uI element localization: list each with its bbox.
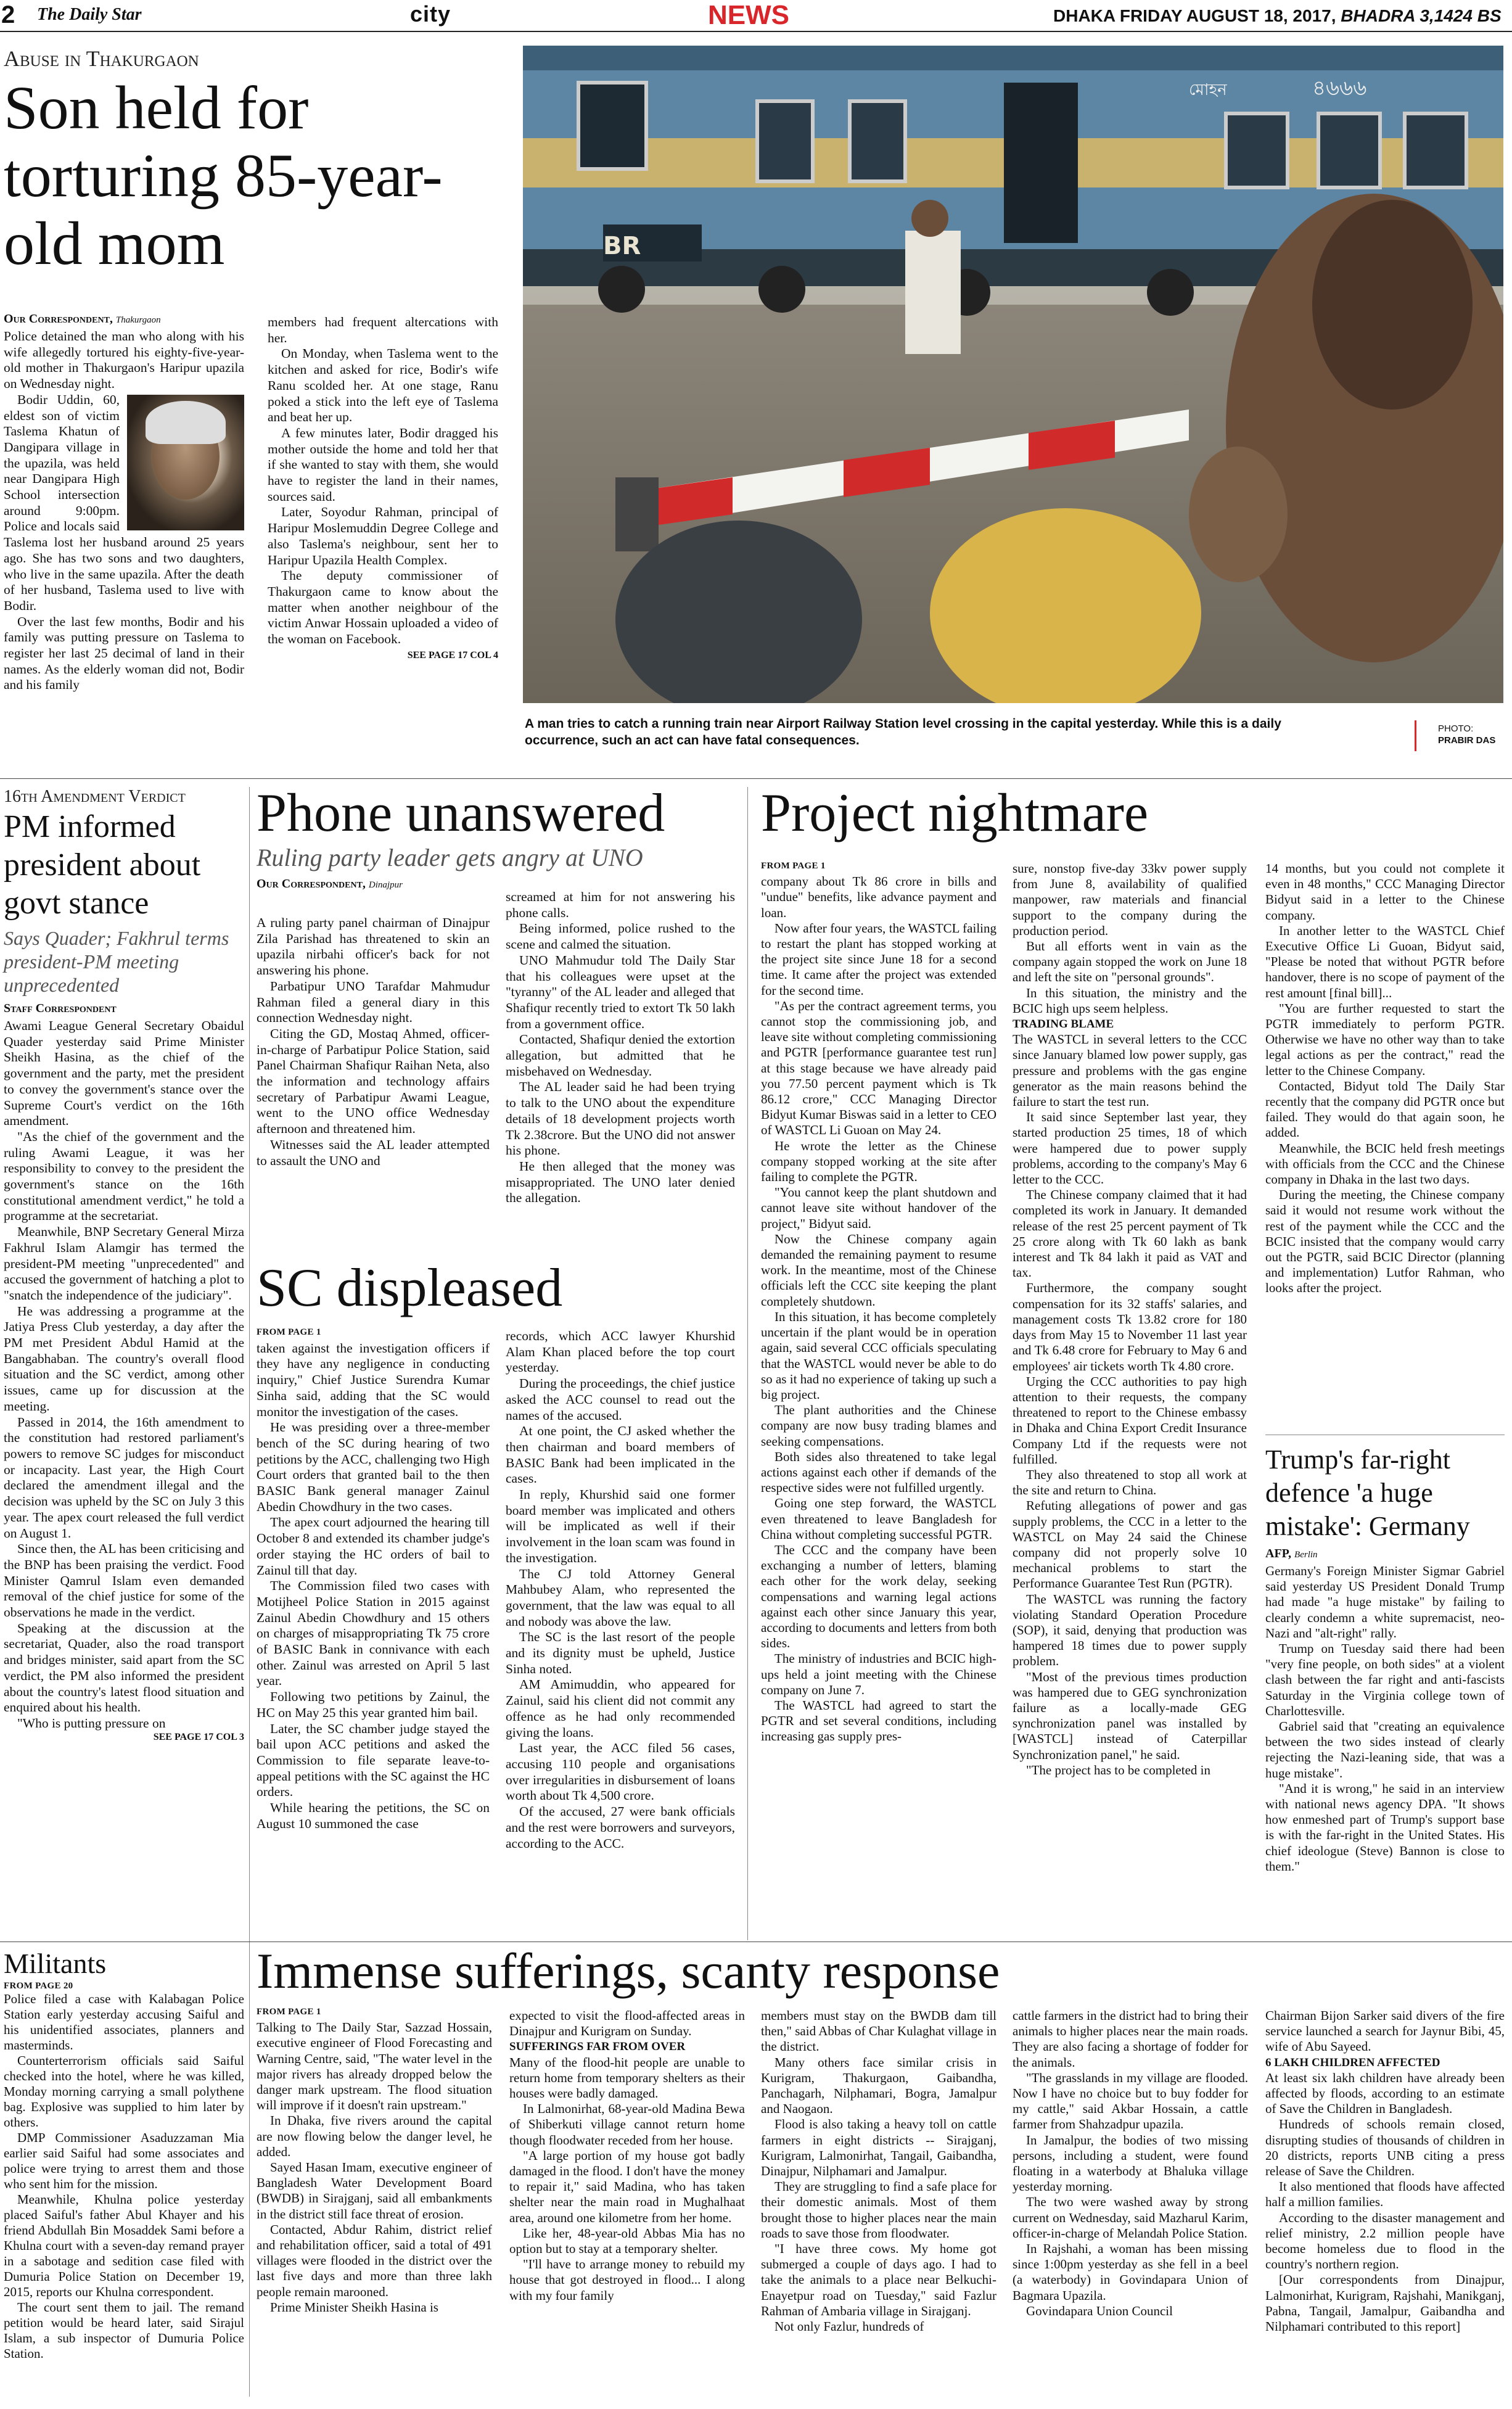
page-number: 2 bbox=[1, 1, 15, 28]
kicker-label: 16th Amendment Verdict bbox=[4, 787, 186, 806]
column-1 bbox=[257, 1325, 490, 1832]
paragraph: Contacted, Shafiqur denied the extortion allegation, but admitted that he misbehaved on Wednesday. bbox=[506, 1032, 735, 1079]
body-text bbox=[1265, 1563, 1505, 1874]
paragraph: cattle farmers in the district had to bring their animals to higher places near the main roads. They are also facing a shortage of fodder for the animals. bbox=[1013, 2008, 1248, 2070]
train-scene bbox=[523, 46, 1503, 703]
story-sc-displeased bbox=[257, 1258, 738, 1937]
paragraph: Last year, the ACC filed 56 cases, accusing 110 people and organisations over irregularities in disbursement of loans worth about Tk 4,500 crore. bbox=[506, 1740, 735, 1803]
paragraph: Gabriel said that "creating an equivalence between the two sides instead of clearly rejecting the Nazi-leaning side, that was a huge mistake". bbox=[1265, 1719, 1505, 1781]
paragraph: Meanwhile, the BCIC held fresh meetings with officials from the CCC and the Chinese company in Dhaka in the last two days. bbox=[1265, 1140, 1505, 1187]
body-text bbox=[4, 329, 244, 693]
continued-link[interactable]: SEE PAGE 17 COL 4 bbox=[407, 649, 498, 661]
paragraph: On Monday, when Taslema went to the kitchen and asked for rice, Bodir's wife Ranu scolded her. At one stage, Ranu poked a stick into the left eye of Taslema and beat her up. bbox=[268, 346, 498, 425]
paragraph: Chairman Bijon Sarker said divers of the fire service launched a search for Jaynur Bibi, 45, wife of Abu Sayeed. bbox=[1265, 2008, 1505, 2054]
column-1 bbox=[257, 915, 490, 1169]
story-immense-sufferings bbox=[257, 1943, 1507, 2407]
paragraph: The court sent them to jail. The remand petition would be heard later, said Sirajul Islam, a sub inspector of Dumuria Police Station. bbox=[4, 2300, 244, 2361]
paragraph: Many others face similar crisis in Kurigram, Thakurgaon, Gaibandha, Panchagarh, Nilphamari, Bogra, Jamalpur and Naogaon. bbox=[761, 2054, 996, 2117]
subhead: 6 LAKH CHILDREN AFFECTED bbox=[1265, 2056, 1440, 2069]
column-divider bbox=[747, 787, 748, 1940]
paragraph: Talking to The Daily Star, Sazzad Hossain, executive engineer of Flood Forecasting and Warning Centre, said, "The water level in the major rivers has already dropped below the danger mark upstream. The flood situation will improve if it doesn't rain upstream." bbox=[257, 2020, 492, 2113]
paragraph: "You cannot keep the plant shutdown and cannot leave site without handover of the project," Bidyut said. bbox=[761, 1185, 996, 1231]
paragraph: Not only Fazlur, hundreds of bbox=[774, 2319, 924, 2334]
headline: Project nightmare bbox=[761, 783, 1149, 843]
column-left bbox=[4, 311, 244, 693]
body-text bbox=[4, 1991, 244, 2362]
paragraph: Of the accused, 27 were bank officials and the rest were borrowers and surveyors, according to the ACC. bbox=[506, 1804, 735, 1851]
paragraph: Over the last few months, Bodir and his family was putting pressure on Taslema to register her last 25 decimal of land in their names. As the elderly woman did not, Bodir and his family bbox=[4, 614, 244, 693]
paragraph: Both sides also threatened to take legal actions against each other if demands of the respective sides were not fulfilled urgently. bbox=[761, 1449, 996, 1496]
portrait-photo bbox=[127, 395, 244, 530]
paragraph: The SC is the last resort of the people and its dignity must be upheld, Justice Sinha noted. bbox=[506, 1629, 735, 1676]
paragraph: At one point, the CJ asked whether the then chairman and board members of BASIC Bank had been implicated in the cases. bbox=[506, 1423, 735, 1486]
paragraph: Urging the CCC authorities to pay high attention to their requests, the company threatened to report to the Chinese embassy in Dhaka and China Export Credit Insurance Company Ltd if the requests were not fulfilled. bbox=[1013, 1373, 1247, 1467]
paragraph: The plant authorities and the Chinese company are now busy trading blames and seeking compensations. bbox=[761, 1402, 996, 1449]
column-2 bbox=[506, 1328, 735, 1851]
paragraph: "As the chief of the government and the ruling Awami League, it was her responsibility to convey to the president the government's stance on the 16th constitutional amendment verdict," he told a programme at the secretariat. bbox=[4, 1129, 244, 1224]
paragraph: In another letter to the WASTCL Chief Executive Office Li Guoan, Bidyut said, "Please be noted that without PGTR before handover, there is no scope of payment of the rest amount [final bill]... bbox=[1265, 923, 1505, 1000]
paragraph: At least six lakh children have already been affected by floods, according to an estimate of Save the Children in Bangladesh. bbox=[1265, 2070, 1505, 2117]
byline-place: Thakurgaon bbox=[115, 315, 161, 325]
paragraph: Sayed Hasan Imam, executive engineer of Bangladesh Water Development Board (BWDB) in Sirajganj, said all embankments in the district still face threat of erosion. bbox=[257, 2160, 492, 2222]
paragraph: Meanwhile, BNP Secretary General Mirza Fakhrul Islam Alamgir has termed the president-PM meeting "unprecedented" and accused the government of hatching a plot to "snatch the independence of the judiciary". bbox=[4, 1224, 244, 1303]
paragraph: Like her, 48-year-old Abbas Mia has no option but to stay at a temporary shelter. bbox=[509, 2225, 745, 2257]
headline: SC displeased bbox=[257, 1258, 563, 1318]
section-name: city bbox=[410, 1, 451, 27]
kicker-label: Abuse in Thakurgaon bbox=[4, 46, 199, 71]
paragraph: They are struggling to find a safe place for their domestic animals. Most of them brought those to higher places near the main roads to save those from floodwater. bbox=[761, 2179, 996, 2241]
paragraph: "As per the contract agreement terms, you cannot stop the commissioning job, and leave site without completing commissioning and PGTR [performance guarantee test run] at this stage because we have already paid you 77.50 percent payment which is Tk 86.12 crore," CCC Managing Director Bidyut Kumar Biswas said in a letter to CEO of WASTCL Li Guoan on May 24. bbox=[761, 998, 996, 1138]
paragraph: The WASTCL was running the factory violating Standard Operation Procedure (SOP), it said, denying that production was hampered 18 times due to power supply problem. bbox=[1013, 1591, 1247, 1669]
paragraph: Citing the GD, Mostaq Ahmed, officer-in-charge of Parbatipur Police Station, said Panel Chairman Shafiqur Raihan Neta, also the information and technology affairs secretary of Parbatipur Awami League, went to the UNO office Wednesday afternoon and threatened him. bbox=[257, 1026, 490, 1137]
paragraph: The Chinese company claimed that it had completed its work in January. It demanded release of the rest 25 percent payment of Tk 25 crore along with Tk 60 lakh as bank interest and Tk 84 lakh it paid as VAT and tax. bbox=[1013, 1187, 1247, 1280]
paragraph: In Jamalpur, the bodies of two missing persons, including a student, were found floating in a waterbody at Bhaluka village yesterday morning. bbox=[1013, 2132, 1248, 2194]
subhead: TRADING BLAME bbox=[1013, 1018, 1114, 1031]
paragraph: Witnesses said the AL leader attempted to assault the UNO and bbox=[257, 1137, 490, 1168]
portrait-hair bbox=[146, 401, 226, 444]
caption-divider bbox=[1415, 720, 1416, 751]
headline: Immense sufferings, scanty response bbox=[257, 1943, 1000, 1999]
paragraph: It also mentioned that floods have affected half a million families. bbox=[1265, 2179, 1505, 2210]
byline-text: Our Correspondent, bbox=[4, 312, 113, 326]
paragraph: Parbatipur UNO Tarafdar Mahmudur Rahman filed a general diary in this connection Wednesday night. bbox=[257, 978, 490, 1026]
dateline-bangla: BHADRA 3,1424 BS bbox=[1341, 6, 1502, 25]
paragraph: Meanwhile, Khulna police yesterday placed Saiful's father Abul Khayer and his friend Abdullah Bin Mosaddek Sami before a Khulna court with a seven-day remand prayer in a sabotage and sedition case filed with Dumuria Police Station on December 19, 2015, reports our Khulna correspondent. bbox=[4, 2192, 244, 2299]
column-4 bbox=[1013, 2008, 1248, 2319]
paragraph: Police detained the man who along with his wife allegedly tortured his eighty-five-year-old mother in Thakurgaon's Haripur upazila on Wednesday night. bbox=[4, 329, 244, 392]
paragraph: According to the disaster management and relief ministry, 2.2 million people have become homeless due to flood in the country's northern region. bbox=[1265, 2210, 1505, 2272]
paragraph: "And it is wrong," he said in an interview with national news agency DPA. "It shows how enmeshed part of Trump's support base is with the far-right in the United States. His chief ideologue (Steve) Bannon is close to them." bbox=[1265, 1781, 1505, 1874]
section-rule-top bbox=[0, 778, 1512, 779]
paragraph: Furthermore, the company sought compensation for its 32 staffs' salaries, and management costs Tk 13.82 crore for 180 days from May 15 to November 11 last year and Tk 6.48 crore for February to May 6 and employees' air tickets worth Tk 4.80 crore. bbox=[1013, 1280, 1247, 1373]
paragraph: [Our correspondents from Dinajpur, Lalmonirhat, Kurigram, Rajshahi, Manikganj, Pabna, Tangail, Jamalpur, Gaibandha and Nilphamari contributed to this report] bbox=[1265, 2272, 1505, 2334]
from-page: FROM PAGE 20 bbox=[4, 1981, 73, 1991]
paragraph: Bodir Uddin, 60, eldest son of victim Taslema Khatun of Dangipara village in the upazila, was held near Dangipara High School intersection around 9:00pm. Police and locals said Taslema lost her husband around 25 years ago. She has two sons and two daughters, who live in the same upazila. After the death of her husband, Taslema used to live with Bodir. bbox=[4, 392, 244, 613]
story-abuse-thakurgaon bbox=[4, 46, 498, 755]
paragraph: "The project has to be completed in bbox=[1026, 1762, 1210, 1777]
paragraph: He was presiding over a three-member bench of the SC during hearing of two petitions by the ACC, challenging two High Court orders that granted bail to the then BASIC Bank general manager Zainul Abedin Chowdhury in the two cases. bbox=[257, 1420, 490, 1514]
paragraph: The deputy commissioner of Thakurgaon came to know about the matter when another neighbour of the victim Anwar Hossain uploaded a video of the woman on Facebook. bbox=[268, 568, 498, 647]
paragraph: During the meeting, the Chinese company said it would not resume work without the rest of the payment while the CCC and the BCIC insisted that the company would carry out the PGTR, said BCIC Director (planning and implementation) Lutfor Rahman, who looks after the project. bbox=[1265, 1187, 1505, 1296]
column-2 bbox=[506, 889, 735, 1206]
paragraph: Following two petitions by Zainul, the HC on May 25 this year granted him bail. bbox=[257, 1689, 490, 1720]
paragraph: Passed in 2014, the 16th amendment to the constitution had restored parliament's powers to remove SC judges for misconduct or incapacity. Last year, the High Court declared the amendment illegal and the decision was upheld by the SC on July 3 this year. The apex court released the full verdict on August 1. bbox=[4, 1414, 244, 1541]
byline bbox=[4, 312, 244, 326]
paragraph: He was addressing a programme at the Jatiya Press Club yesterday, a day after the PM met President Abdul Hamid at the Bangabhaban. The country's overall flood situation and the SC verdict, among other issues, came up for discussion at the meeting. bbox=[4, 1303, 244, 1414]
body-text bbox=[4, 1018, 244, 1732]
paragraph: During the proceedings, the chief justice asked the ACC counsel to read out the names of the accused. bbox=[506, 1376, 735, 1423]
paragraph: Trump on Tuesday said there had been "very fine people, on both sides" at a violent clash between the far right and anti-fascists Saturday in the Virginia college town of Charlottesville. bbox=[1265, 1641, 1505, 1718]
byline-place: Berlin bbox=[1294, 1550, 1318, 1560]
paragraph: The apex court adjourned the hearing till October 8 and extended its chamber judge's order staying the HC orders of bail to Zainul till that day. bbox=[257, 1515, 490, 1578]
news-label: NEWS bbox=[708, 0, 789, 30]
byline-text: AFP, bbox=[1265, 1547, 1292, 1560]
paragraph: The CCC and the company have been exchanging a number of letters, blaming each other for the work delay, seeking compensations and warning legal actions against each other since January this year, according to documents and letters from both sides. bbox=[761, 1542, 996, 1651]
paragraph: Now after four years, the WASTCL failing to restart the plant has stopped working at the project site since June 18 for a second time. It came after the project was extended for the second time. bbox=[761, 920, 996, 998]
paragraph: The Commission filed two cases with Motijheel Police Station in 2015 against Zainul Abedin Chowdhury and 15 others on charges of misappropriating Tk 75 crore of BASIC Bank in connivance with each other. Zainul was arrested on April 5 last year. bbox=[257, 1578, 490, 1689]
paragraph: The ministry of industries and BCIC high-ups held a joint meeting with the Chinese company on June 7. bbox=[761, 1651, 996, 1697]
headline: PM informed president about govt stance bbox=[4, 809, 201, 921]
paragraph: Since then, the AL has been criticising and the BNP has been praising the verdict. Food Minister Qamrul Islam even demanded removal of the chief justice for some of the observations he made in the verdict. bbox=[4, 1541, 244, 1620]
column-3 bbox=[1265, 861, 1505, 1296]
headline: Phone unanswered bbox=[257, 783, 665, 843]
paragraph: The WASTCL had agreed to start the PGTR and set several conditions, including increasing gas supply pres- bbox=[761, 1697, 996, 1744]
story-16th-amendment bbox=[4, 787, 244, 1943]
paragraph: Police filed a case with Kalabagan Police Station early yesterday accusing Saiful and his unidentified associates, planners and masterminds. bbox=[4, 1991, 244, 2053]
headline: Trump's far-right defence 'a huge mistake': Germany bbox=[1265, 1444, 1470, 1541]
paragraph: "Most of the previous times production was hampered due to GEG synchronization failure as a locally-made GEG synchronization panel was installed by [WASTCL] instead of Caterpillar Synchronization panel," he said. bbox=[1013, 1669, 1247, 1762]
column-1 bbox=[761, 859, 996, 1745]
photo-credit bbox=[1438, 723, 1495, 746]
column-divider bbox=[249, 787, 250, 2397]
dateline bbox=[1053, 6, 1502, 26]
paragraph: A ruling party panel chairman of Dinajpur Zila Parishad has threatened to skin an upazila nirbahi officer's back for not answering his phone. bbox=[257, 915, 490, 978]
paragraph: expected to visit the flood-affected areas in Dinajpur and Kurigram on Sunday. bbox=[509, 2008, 745, 2039]
column-2 bbox=[509, 2008, 745, 2304]
paragraph: Many of the flood-hit people are unable to return home from temporary shelters as their houses were badly damaged. bbox=[509, 2054, 745, 2101]
masthead-rule bbox=[0, 31, 1512, 32]
byline: Staff Correspondent bbox=[4, 1002, 117, 1015]
paragraph: Germany's Foreign Minister Sigmar Gabriel said yesterday US President Donald Trump had made "a huge mistake" by failing to clearly condemn a white supremacist, neo-Nazi and "alt-right" rally. bbox=[1265, 1563, 1505, 1641]
paragraph: Speaking at the discussion at the secretariat, Quader, also the road transport and bridges minister, said apart from the SC verdict, the PM also informed the president about the country's latest flood situation and enquired about his health. bbox=[4, 1620, 244, 1715]
paragraph: DMP Commissioner Asaduzzaman Mia earlier said Saiful had some associates and police were trying to arrest them and those who sent him for the mission. bbox=[4, 2130, 244, 2191]
paragraph: The WASTCL in several letters to the CCC since January blamed low power supply, gas pressure and problems with the gas engine generator as the main reasons behind the failure to start the test run. bbox=[1013, 1032, 1247, 1110]
paragraph: "I'll have to arrange money to rebuild my house that got destroyed in flood... I along with my four family bbox=[509, 2257, 745, 2303]
continued-link[interactable]: SEE PAGE 17 COL 3 bbox=[153, 1731, 244, 1742]
from-page: FROM PAGE 1 bbox=[257, 2007, 321, 2017]
headline: Militants bbox=[4, 1948, 107, 1979]
paragraph: In Dhaka, five rivers around the capital are now flowing below the danger level, he added. bbox=[257, 2113, 492, 2159]
paragraph: But all efforts went in vain as the company again stopped the work on June 18 and left the site on "personal grounds". bbox=[1013, 939, 1247, 985]
paragraph: Later, the SC chamber judge stayed the bail upon ACC petitions and asked the Commission to file separate leave-to-appeal petitions with the SC against the HC orders. bbox=[257, 1721, 490, 1800]
paragraph: records, which ACC lawyer Khurshid Alam Khan placed before the top court yesterday. bbox=[506, 1328, 735, 1375]
photo-credit-label: PHOTO: bbox=[1438, 723, 1474, 734]
train-number-text: ৪৬৬৬ bbox=[1312, 76, 1367, 101]
paragraph: In this situation, it has become completely uncertain if the plant would be in operation again, said several CCC officials speculating that the WASTCL would never be able to do so as it had no experience of taking up such a big project. bbox=[761, 1309, 996, 1402]
paragraph: Prime Minister Sheikh Hasina is bbox=[270, 2299, 438, 2315]
paragraph: company about Tk 86 crore in bills and "undue" benefits, like advance payment and loan. bbox=[761, 874, 996, 920]
main-photo bbox=[523, 46, 1503, 703]
paragraph: "You are further requested to start the PGTR immediately to perform PGTR. Otherwise we have no other way than to take legal actions as per the contract," read the letter to the Chinese Company. bbox=[1265, 1000, 1505, 1078]
paragraph: 14 months, but you could not complete it even in 48 months," CCC Managing Director Bidyut said in a letter to the Chinese company. bbox=[1265, 861, 1505, 923]
paragraph: Later, Soyodur Rahman, principal of Haripur Moslemuddin Degree College and also Taslema's neighbour, sent her to Haripur Upazila Health Complex. bbox=[268, 504, 498, 567]
paragraph: Govindapara Union Council bbox=[1026, 2303, 1173, 2318]
paragraph: "I have three cows. My home got submerged a couple of days ago. I had to take the animals to a place near Belkuchi-Enayetpur road on Tuesday," said Fazlur Rahman of Ambaria village in Sirajganj. bbox=[761, 2241, 996, 2318]
train-sign-text: মোহন bbox=[1189, 81, 1227, 99]
paragraph: Now the Chinese company again demanded the remaining payment to resume work. In the meantime, most of the Chinese officials left the CCC site keeping the plant completely shutdown. bbox=[761, 1231, 996, 1309]
paragraph: It said since September last year, they started production 25 times, 18 of which were hampered due to power supply problems, according to the company's May 6 letter to the CCC. bbox=[1013, 1110, 1247, 1187]
paragraph: Awami League General Secretary Obaidul Quader yesterday said Prime Minister Sheikh Hasina, as the chief of the government and the party, met the president to convey the government's stance over the Supreme Court's verdict on the 16th amendment. bbox=[4, 1018, 244, 1129]
paragraph: The two were washed away by strong current on Wednesday, said Mazharul Karim, officer-in-charge of Melandah Police Station. bbox=[1013, 2194, 1248, 2241]
train-plate-text: BR bbox=[603, 232, 641, 260]
paragraph: In reply, Khurshid said one former board member was implicated and others will be implicated as well if their involvement in the loan scam was found in the investigation. bbox=[506, 1487, 735, 1565]
paragraph: Going one step forward, the WASTCL even threatened to leave Bangladesh for China without completing successful PGTR. bbox=[761, 1496, 996, 1542]
paragraph: In Lalmonirhat, 68-year-old Madina Bewa of Shiberkuti village cannot return home though floodwater receded from her house. bbox=[509, 2101, 745, 2148]
paragraph: While hearing the petitions, the SC on August 10 summoned the case bbox=[257, 1800, 490, 1831]
paragraph: "A large portion of my house got badly damaged in the flood. I don't have the money to repair it," said Madina, who has taken shelter near the main road in Mughalhaat area, around one kilometre from her home. bbox=[509, 2148, 745, 2225]
paragraph: taken against the investigation officers if they have any negligence in conducting inquiry," Chief Justice Surendra Kumar Sinha said, adding that the SC would monitor the investigation of the cases. bbox=[257, 1340, 490, 1419]
subhead: SUFFERINGS FAR FROM OVER bbox=[509, 2040, 686, 2054]
byline-text: Our Correspondent, bbox=[257, 877, 366, 891]
deck: Ruling party leader gets angry at UNO bbox=[257, 844, 643, 871]
paragraph: sure, nonstop five-day 33kv power supply from June 8, availability of qualified manpower, raw materials and financial support to the company during the production period. bbox=[1013, 861, 1247, 938]
story-militants bbox=[4, 1946, 244, 2406]
paragraph: Flood is also taking a heavy toll on cattle farmers in eight districts -- Sirajganj, Kurigram, Lalmonirhat, Tangail, Gaibandha, Dinajpur, Nilphamari and Jamalpur. bbox=[761, 2117, 996, 2179]
from-page: FROM PAGE 1 bbox=[761, 861, 826, 871]
paragraph: "The grasslands in my village are flooded. Now I have no choice but to buy fodder for my cattle," said Akbar Hossain, a cattle farmer from Shahzadpur upazila. bbox=[1013, 2070, 1248, 2132]
dateline-text: DHAKA FRIDAY AUGUST 18, 2017, bbox=[1053, 6, 1336, 25]
column-3 bbox=[761, 2008, 996, 2334]
paragraph: Contacted, Abdur Rahim, district relief and rehabilitation officer, said a total of 491 villages were flooded in the district over the last five days and more than three lakh people remain marooned. bbox=[257, 2222, 492, 2299]
paragraph: Being informed, police rushed to the scene and calmed the situation. bbox=[506, 921, 735, 952]
paragraph: They also threatened to stop all work at the site and return to China. bbox=[1013, 1467, 1247, 1498]
story-trump-germany bbox=[1265, 1443, 1505, 1930]
paragraph: The CJ told Attorney General Mahbubey Alam, who represented the government, that the law was equal to all and nobody was above the law. bbox=[506, 1566, 735, 1629]
column-5 bbox=[1265, 2008, 1505, 2334]
paragraph: Contacted, Bidyut told The Daily Star recently that the company did PGTR once but failed. They would do that again soon, he added. bbox=[1265, 1078, 1505, 1140]
paragraph: In this situation, the ministry and the BCIC high ups seem helpless. bbox=[1013, 985, 1247, 1016]
paragraph: UNO Mahmudur told The Daily Star that his colleagues were upset at the "tyranny" of the AL leader and alleged that Shafiqur recently tried to extort Tk 50 lakh from a government office. bbox=[506, 952, 735, 1031]
story-phone-unanswered bbox=[257, 783, 738, 1252]
photo-credit-name: PRABIR DAS bbox=[1438, 735, 1496, 746]
paragraph: The AL leader said he had been trying to talk to the UNO about the expenditure details of 18 development projects worth Tk 2.38crore. But the UNO did not answer his phone. bbox=[506, 1079, 735, 1158]
paragraph: A few minutes later, Bodir dragged his mother outside the home and told her that if she wanted to stay with them, she would have to register the land in their names, sources said. bbox=[268, 425, 498, 504]
paragraph: He then alleged that the money was misappropriated. The UNO later denied the allegation. bbox=[506, 1158, 735, 1206]
paragraph: "Who is putting pressure on bbox=[17, 1715, 166, 1731]
paragraph: screamed at him for not answering his phone calls. bbox=[506, 889, 735, 920]
from-page: FROM PAGE 1 bbox=[257, 1327, 321, 1337]
column-right bbox=[268, 315, 498, 663]
paragraph: He wrote the letter as the Chinese company stopped working at the site after failing to complete the PGTR. bbox=[761, 1138, 996, 1185]
deck: Says Quader; Fakhrul terms president-PM meeting unprecedented bbox=[4, 927, 229, 996]
masthead bbox=[0, 0, 1512, 32]
byline bbox=[1265, 1547, 1505, 1561]
column-1 bbox=[257, 2004, 492, 2315]
paragraph: members must stay on the BWDB dam till then," said Abbas of Char Kulaghat village in the district. bbox=[761, 2008, 996, 2054]
byline-place: Dinajpur bbox=[368, 880, 403, 890]
paragraph: Hundreds of schools remain closed, disrupting studies of thousands of children in 20 districts, reports UNB citing a press release of Save the Children. bbox=[1265, 2117, 1505, 2179]
paragraph: In Rajshahi, a woman has been missing since 1:00pm yesterday as she fell in a beel (a waterbody) in Govindapara Union of Bagmara Upazila. bbox=[1013, 2241, 1248, 2303]
paragraph: Counterterrorism officials said Saiful checked into the hotel, where he was killed, Monday morning carrying a small polythene bag. Explosive was supplied to him later by others. bbox=[4, 2053, 244, 2130]
paragraph: members had frequent altercations with her. bbox=[268, 315, 498, 345]
photo-caption: A man tries to catch a running train near Airport Railway Station level crossing in the capital yesterday. While this is a daily occurrence, such an act can have fatal consequences. bbox=[525, 717, 1281, 747]
paper-name: The Daily Star bbox=[37, 5, 142, 24]
column-2 bbox=[1013, 861, 1247, 1778]
paragraph: Refuting allegations of power and gas supply problems, the CCC in a letter to the WASTCL on May 24 said the Chinese company did not properly solve 10 mechanical problems to start the Performance Guarantee Test Run (PGTR). bbox=[1013, 1498, 1247, 1591]
headline: Son held for torturing 85-year-old mom bbox=[4, 73, 443, 278]
paragraph: AM Amimuddin, who appeared for Zainul, said his client did not commit any offence as he had only recommended giving the loans. bbox=[506, 1677, 735, 1740]
